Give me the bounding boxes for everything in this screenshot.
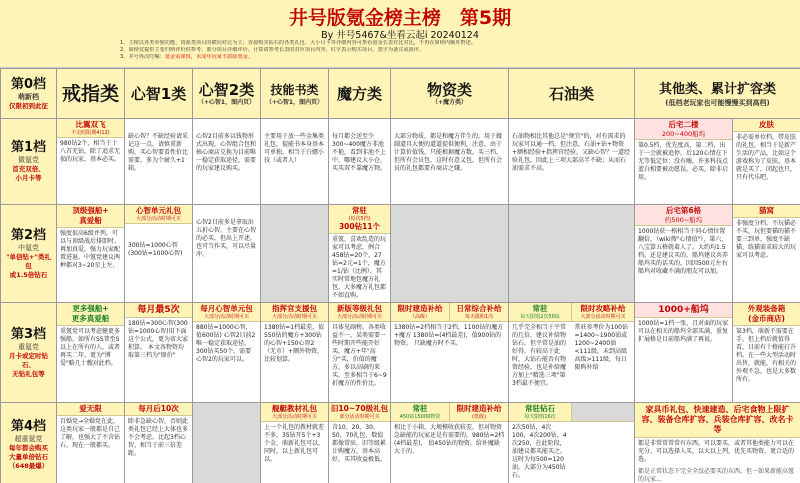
tier-3-magic: 新版等级礼包 大部分活动时期可买 具体见副榜。各类收益不一，某类需要一些时期开些能开好买，魔方+年"高分"买，价值的魔方，多以高刷的来买，至多相当于6~9折魔方的性价比。	[329, 303, 391, 403]
note-1: 1、主榜以各类单独功能、资源类项目的横向对比为主；直接购买钻石的各类礼包、大小月卡等详细内容可参看氪金长表对比对比，不再在简榜内额外赘述。	[120, 40, 477, 46]
tier-2-other-a: 后宅第6格 约500~船坞 1000钻获一格相当于同心情位置翻倍，（wiki搜"心情值"），第六、八宝算五格就着人了。大约均1.5档。还是建议买的，船坞建议共养船坞买的话买的，因因500元左右船坞对收藏不满的朋友可以加。	[635, 205, 733, 303]
tier-2-material	[391, 205, 509, 303]
tier-1-skill: 主要用于放一些金集类礼包，提能书本身基本可单独，相当于白嫖小技（或者人）	[261, 119, 329, 205]
tier-4-other: 家具币礼包、快速建造、后宅食物上限扩容、装备仓库扩容、兵装仓库扩容、改名卡等 都是非常常常常有东西，可以要买，或者其他类能力可以在充分、可以选择人买，以大以上列，优先买物资，更合适的选。 都是正常状态下完全全没必要买的东西，但一如果新能高氪的玩家...	[635, 403, 800, 483]
tier-row	[1, 119, 800, 205]
page-title: 井号版氪金榜主榜 第5期	[288, 7, 512, 29]
byline: By 井号5467&坐看云起i 20240124	[321, 30, 479, 41]
tier-3-mind1: 每月最5次 180钻=300心智(300钻=1000心智)用下面这个公式，更为省大家积算。 本文各物资均取第三档为"原价"	[125, 303, 193, 403]
tier-0-desc: 萌新档	[18, 92, 39, 101]
tier-4-magic: 旧10~70级礼包 部分活动时期可买 含10、20、30、50、70礼包，数值都像常驻，旧等级累计购魔方，基本高好，买其收益极低。	[329, 403, 391, 483]
tier-2-other-b: 猫窝 非强度分档。不玩猫必不买，玩但要猫的猫不要三到单，强度不缺猫，练猫需求较大的玩家可以考虑。	[733, 205, 800, 303]
tier-3-material: 限时建造补给 （高级） 日常综合补给 每天限购1次 1380钻=2档相当于2档，1100钻的魔方+魔方 1380钻=(4档最差)，值900钻的物资。 只缺魔方时不买。	[391, 303, 509, 403]
tier-3-oil: 常驻 每天限购2次50钻 限时攻略补给 大部分活动时期可买 几乎完全相当于平常的几倍，建议补给物钻石。但平常是油的好得，有较高于此时，大钻石能否有物资经验，也是补给魔方加上"精选三项"第3档最不便宜。 常驻参考价为100钻=1400~1900油或1200~2400油 <111级，未到高级高级>111级，每日限购补给	[509, 303, 635, 403]
tier-row	[1, 303, 800, 403]
tier-3-other-a: 1000+船坞 1000钻=1档一张，且对面的玩家可以在相关的船坞全部买满，重复扩展格是目前船坞满了再说。	[635, 303, 733, 403]
tier-1-magic: 每月都会送至少300~400魔方非池不艳，看到非池不上中，哪建议大小仓，买买双不靠魔方物。	[329, 119, 391, 205]
tier-2-ring: 顶级强船+ 真爱船 强度很高6级并列，可以与顶级战后排即时。再加真爱，强力玩家配置进退。中氪党建议两种都对3~20星上左。	[57, 205, 125, 303]
tier-1-oil: 石油物相比其他总是"便宜"的，对有需求的玩家可以通一档，但注意，石油+钻+物资+额相经验+指挥官经验，又缺心智？一道经验礼包，因此上三项大部高半不缺；从而石油需求不高。	[509, 119, 635, 205]
tier-1-mind1: 缺心智？不缺经验请采记这一点。请慎重新购。买心智要看性价比需要，多为个耐久+1箱。	[125, 119, 193, 205]
tier-4-ring: 爱无限 百婚党→全婚党在此，这类玩家一般都是自己了解，也强大了不含钻石，现在一般都买。	[57, 403, 125, 483]
tier-1-material: 大部分物质，都是和魔方伴生的，用于做副道具大便的道道提供便利，注意，由于计算价值钱，只能根据魔方数，买三档，但所有会员包，这时有意义包，但所有会员的礼包都要有商店之嫌。	[391, 119, 509, 205]
tier-2-magic: 常驻 (每次5档) 300钻11个 重氪、喜欢乱造的玩家可以考虑，例合458钻=20个，27钻=2元=1个，魔方=1/钻（比例）。其实时常地包魔方礼包，大多魔方礼包都不如直购。	[329, 205, 391, 303]
header-row	[1, 69, 800, 119]
tier-0-note: 仅限初到此征	[9, 101, 48, 110]
tier-3-ring: 更多强船+ 更多真爱船 重氪党可以考虑健更多强船，如所有SS普至S以上在所有的人，或者再买二年，更为"博爱"略几十艘对此档。	[57, 303, 125, 403]
col-material: 物资类 （+魔方类）	[391, 69, 509, 119]
col-skill: 技能书类 （+心智1，图内页）	[261, 69, 329, 119]
tier-row	[1, 403, 800, 483]
note-3: 3、井号再次叮嘱：氪金需谨慎，未成年玩家不鼓励氪金。	[120, 54, 254, 60]
col-mind1: 心智1类	[125, 69, 193, 119]
col-mind2: 心智2类 （+心智1，图内页）	[193, 69, 261, 119]
col-oil: 石油类	[509, 69, 635, 119]
tier-4-mind2	[193, 403, 261, 483]
tier-2-mind2: 心智2目前多是拿取出五折心智，主要在心智的必买，但出上开述，也可当作买，可以尽量冲。	[193, 205, 261, 303]
tier-2-cell: 第2档 中氪党 "单信钻+"类礼包 或1.5倍钻石	[1, 205, 57, 303]
col-other: 其他类、累计扩容类 (低档老玩家也可能慢慢买到高档)	[635, 69, 800, 119]
tier-2-skill	[261, 205, 329, 303]
tier-0-title: 第0档	[10, 76, 47, 92]
tier-4-mind1: 每月后10次 除非急缺心智，否则此类礼包已经上大体也多不会考虑。比起3档心智，相当于前三倍差距。	[125, 403, 193, 483]
title-bar	[0, 0, 800, 68]
tier-4-oil: 常驻钻石 每天限购16次 2次50钻，4次100，4次200钻，4次250，在此阶段，油建议都买能买之。这时为每500=120油，大部分为450钻石。	[509, 403, 635, 483]
tier-4-material: 常驻 450钻15000物资 限时建造补给 (低级) 相比于小箱，大规模收获较差，但对物资急缺能的玩家还是有需要的。980钻=2档(4档最差)， 值450钻的物资，给补魔缺大于的。	[391, 403, 509, 483]
tier-3-skill: 指挥官支援包 大部分活动时期可买 1380钻=1档最差，值550钻的魔方+300钻的心智+150心智2（无市）+额外物资，比较划算。	[261, 303, 329, 403]
tier-2-mind1: 心智单元礼包 大部分活动时期可买 300钻=1000心智(300钻=1000心智)	[125, 205, 193, 303]
col-ring: 戒指类	[57, 69, 125, 119]
tier-1-mind2: 心智2目前多以钱物形式出现，心智组合包和核心商店兑换为目前唯一稳定获取途径，需要的玩家建议购买。	[193, 119, 261, 205]
tier-1-ring: 比翼双飞 不走时限期4(12) 980钻2个，相当于十八首充钻，除了追求无损的玩家，基本必买。	[57, 119, 125, 205]
tier-3-other-b: 外观装备箱 (金币商店) 第3档，萌新不需要在手，但上档后就值得看，目前有十格能打升档。在一些大型活动时出售，就能，有相关的外观不急，也是大多数所有。	[733, 303, 800, 403]
tier-1-other-b: 皮肤 非必需单位档，带皮肤的礼包，相当于是新产生活的产品，比如这个游戏称为了皮肤，基本就是买了，闭起也只，只有代乐吧。	[733, 119, 800, 205]
note-2: 2、简榜仅提供主要归纳评价供参考，部分项目详细评价、计算请参考长表的对应项目内容，红字表示购买项目，黑字为备注或简评。	[120, 47, 425, 53]
tier-1-other-a: 后宅二楼 200~400船坞 第0.5档，优先度高，第二档，出于一会就被追停，后120心情在下无等低定位：没有嗨，许多科技点蓝白相要被动愿误。必买，除非启用。	[635, 119, 733, 205]
ranking-table	[0, 68, 800, 483]
tier-3-mind2: 每月心智单元包 大部分活动时期可买 880钻=1000心智，值600钻) 心智2目前2唯一稳定获取途径，300钻买50个。需要心智2的玩家可以。	[193, 303, 261, 403]
tier-4-skill: 舰艇教材礼包 大部分活动时期可买 上一个礼包的教材就差不多，35钻开5个+3个金，萌新礼包可以，同时，以上新礼包可以。	[261, 403, 329, 483]
tier-4-cell: 第4档 超重氪党 每年都会购买 大量单倍钻石 （648最爆）	[1, 403, 57, 483]
tier-3-cell: 第3档 重氪党 月卡或定时钻石、 无钻礼包等	[1, 303, 57, 403]
col-magic: 魔方类	[329, 69, 391, 119]
tier-row	[1, 205, 800, 303]
tier-0-cell	[1, 69, 57, 119]
tier-1-cell: 第1档 微氪党 首充双倍、 小月卡等	[1, 119, 57, 205]
notes	[120, 40, 760, 61]
tier-2-oil	[509, 205, 635, 303]
warning: 氪金需谨慎，未成年玩家不鼓励氪金。	[164, 54, 254, 60]
